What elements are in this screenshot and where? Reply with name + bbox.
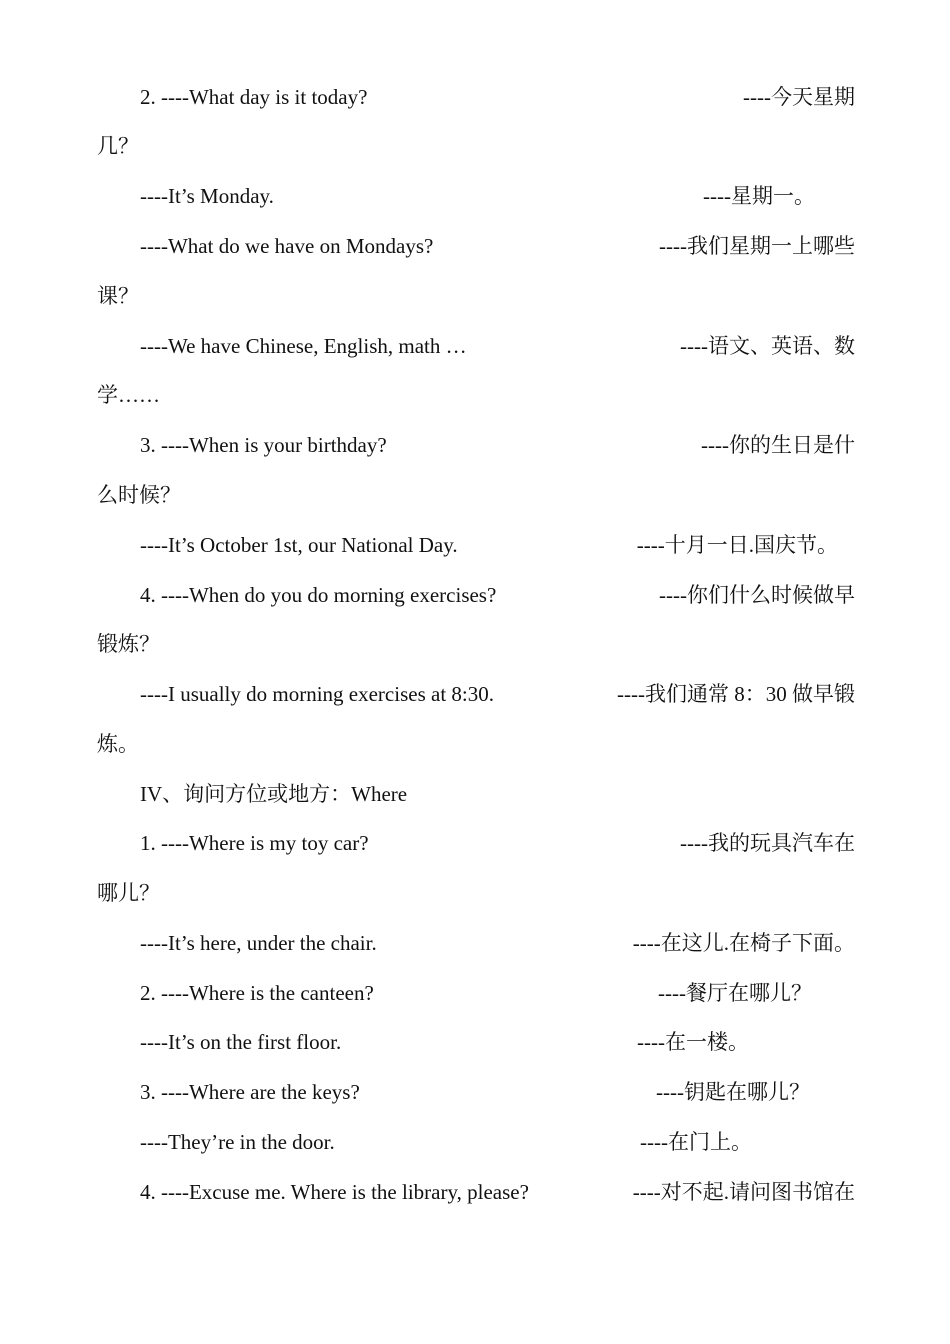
dialogue-line-en: ----We have Chinese, English, math … (140, 334, 467, 358)
dialogue-line-cn: ----你的生日是什 (701, 433, 855, 457)
dialogue-line-cn: ----我们星期一上哪些 (659, 234, 855, 258)
dialogue-line-cn: ----钥匙在哪儿？ (656, 1080, 810, 1104)
dialogue-line-en: ----It’s here, under the chair. (140, 931, 377, 955)
dialogue-line-cn: ----今天星期 (743, 85, 855, 109)
dialogue-line-cn: ----对不起.请问图书馆在 (632, 1180, 855, 1204)
dialogue-line-wrap: 锻炼？ (97, 632, 160, 656)
dialogue-line-wrap: 几？ (97, 134, 139, 158)
dialogue-line-cn: ----你们什么时候做早 (659, 583, 855, 607)
dialogue-line-cn: ----星期一。 (703, 184, 815, 208)
dialogue-line-en: 4. ----When do you do morning exercises? (140, 583, 497, 607)
dialogue-line-wrap: 么时候？ (97, 483, 181, 507)
dialogue-line-wrap: 哪儿？ (97, 881, 160, 905)
dialogue-line-cn: ----在一楼。 (637, 1030, 749, 1054)
dialogue-line-en: ----What do we have on Mondays? (140, 234, 434, 258)
dialogue-line-cn: ----语文、英语、数 (680, 334, 855, 358)
dialogue-line-en: 2. ----What day is it today? (140, 85, 368, 109)
dialogue-line-wrap: 课？ (97, 284, 139, 308)
dialogue-line-en: ----It’s on the first floor. (140, 1030, 342, 1054)
dialogue-line-en: ----I usually do morning exercises at 8:30. (140, 682, 494, 706)
dialogue-line-en: 3. ----Where are the keys? (140, 1080, 360, 1104)
dialogue-line-cn: ----餐厅在哪儿？ (658, 981, 812, 1005)
dialogue-line-cn: ----在这儿.在椅子下面。 (632, 931, 855, 955)
dialogue-line-cn: ----我的玩具汽车在 (680, 831, 855, 855)
dialogue-line-en: ----It’s October 1st, our National Day. (140, 533, 458, 557)
dialogue-line-en: 3. ----When is your birthday? (140, 433, 387, 457)
dialogue-line-en: 1. ----Where is my toy car? (140, 831, 369, 855)
dialogue-line-en: 2. ----Where is the canteen? (140, 981, 374, 1005)
dialogue-line-en: 4. ----Excuse me. Where is the library, please? (140, 1180, 529, 1204)
dialogue-line-en: ----It’s Monday. (140, 184, 274, 208)
dialogue-line-wrap: 炼。 (97, 732, 139, 756)
dialogue-line-wrap: 学…… (97, 383, 160, 407)
dialogue-line-cn: ----在门上。 (640, 1130, 752, 1154)
dialogue-line-en: ----They’re in the door. (140, 1130, 335, 1154)
dialogue-line-cn: ----我们通常 8：30 做早锻 (617, 682, 855, 706)
dialogue-line-cn: ----十月一日.国庆节。 (636, 533, 838, 557)
section-heading: IV、询问方位或地方：Where (140, 782, 408, 806)
